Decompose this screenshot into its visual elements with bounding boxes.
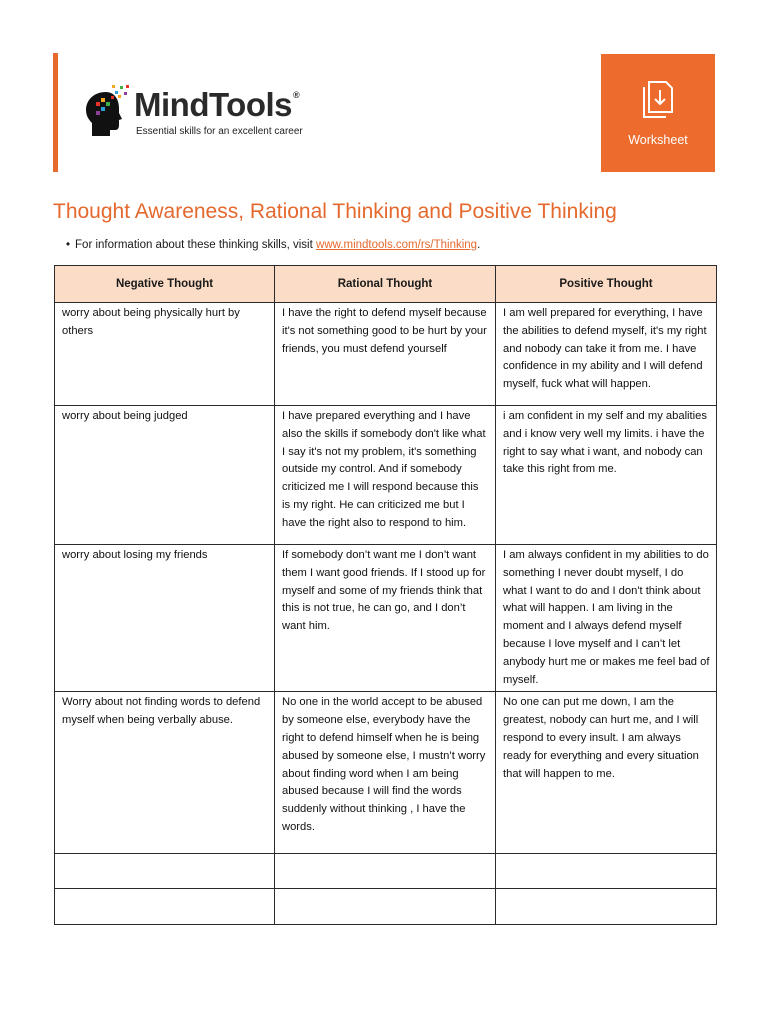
rational-thought-cell[interactable]: I have the right to defend myself because it's not something good to be hurt by your friends, you must defend yourself (275, 303, 496, 406)
rational-thought-cell[interactable]: If somebody don’t want me I don’t want them I want good friends. If I stood up for myself and some of my friends think that this is not true, he can go, and I don’t want him. (275, 545, 496, 692)
document-title: Thought Awareness, Rational Thinking and Positive Thinking (53, 200, 617, 223)
mindtools-head-icon (82, 82, 134, 140)
thoughts-table (54, 265, 717, 925)
table-row (55, 406, 717, 545)
worksheet-badge (601, 54, 715, 172)
positive-thought-cell[interactable]: I am well prepared for everything, I have the abilities to defend myself, it's my right and nobody can take it from me. I have confidence in my ability and I will defend myself, fuck what will happen. (496, 303, 717, 406)
logo-wordmark: MindTools® (134, 86, 300, 123)
table-row (55, 545, 717, 692)
table-row (55, 692, 717, 854)
table-row-empty (55, 854, 717, 889)
mindtools-logo (82, 82, 312, 142)
negative-thought-cell[interactable]: worry about being judged (55, 406, 275, 545)
positive-thought-cell[interactable]: No one can put me down, I am the greatest, nobody can hurt me, and I will respond to every insult. I am always ready for everything and every situation that will happen to me. (496, 692, 717, 854)
rational-thought-cell[interactable]: I have prepared everything and I have also the skills if somebody don't like what I say it's not my problem, it's something outside my control. And if somebody criticized me I will respond because this is my right. He can criticized me but I have the right also to respond to him. (275, 406, 496, 545)
header-negative-thought: Negative Thought (55, 266, 275, 303)
table-header-row (55, 266, 717, 303)
logo-tagline: Essential skills for an excellent career (136, 126, 303, 137)
positive-thought-cell[interactable] (496, 854, 717, 889)
positive-thought-cell[interactable]: i am confident in my self and my abalities and i know very well my limits. i have the right to say what i want, and nobody can take this right from me. (496, 406, 717, 545)
download-document-icon (640, 78, 676, 120)
header-positive-thought: Positive Thought (496, 266, 717, 303)
worksheet-label: Worksheet (628, 133, 688, 147)
negative-thought-cell[interactable]: worry about losing my friends (55, 545, 275, 692)
rational-thought-cell[interactable]: No one in the world accept to be abused by someone else, everybody have the right to defend himself when he is being abused by someone else, I mustn’t worry about finding word when I am being abused because I will find the words suddenly without thinking , I have the words. (275, 692, 496, 854)
negative-thought-cell[interactable] (55, 889, 275, 925)
table-row (55, 303, 717, 406)
thinking-link[interactable]: www.mindtools.com/rs/Thinking (316, 239, 478, 251)
info-suffix: . (477, 239, 481, 251)
table-row-empty (55, 889, 717, 925)
header-rational-thought: Rational Thought (275, 266, 496, 303)
rational-thought-cell[interactable] (275, 854, 496, 889)
info-line (66, 239, 480, 251)
bullet: • (66, 239, 71, 251)
positive-thought-cell[interactable] (496, 889, 717, 925)
accent-bar (53, 53, 58, 172)
negative-thought-cell[interactable] (55, 854, 275, 889)
info-text: For information about these thinking skills, visit (75, 239, 313, 251)
positive-thought-cell[interactable]: I am always confident in my abilities to do something I never doubt myself, I do what I want to do and I don't think about what will happen. I am living in the moment and I always defend myself because I love myself and I can’t let anybody hurt me or makes me feel bad of myself. (496, 545, 717, 692)
negative-thought-cell[interactable]: worry about being physically hurt by others (55, 303, 275, 406)
rational-thought-cell[interactable] (275, 889, 496, 925)
negative-thought-cell[interactable]: Worry about not finding words to defend myself when being verbally abuse. (55, 692, 275, 854)
